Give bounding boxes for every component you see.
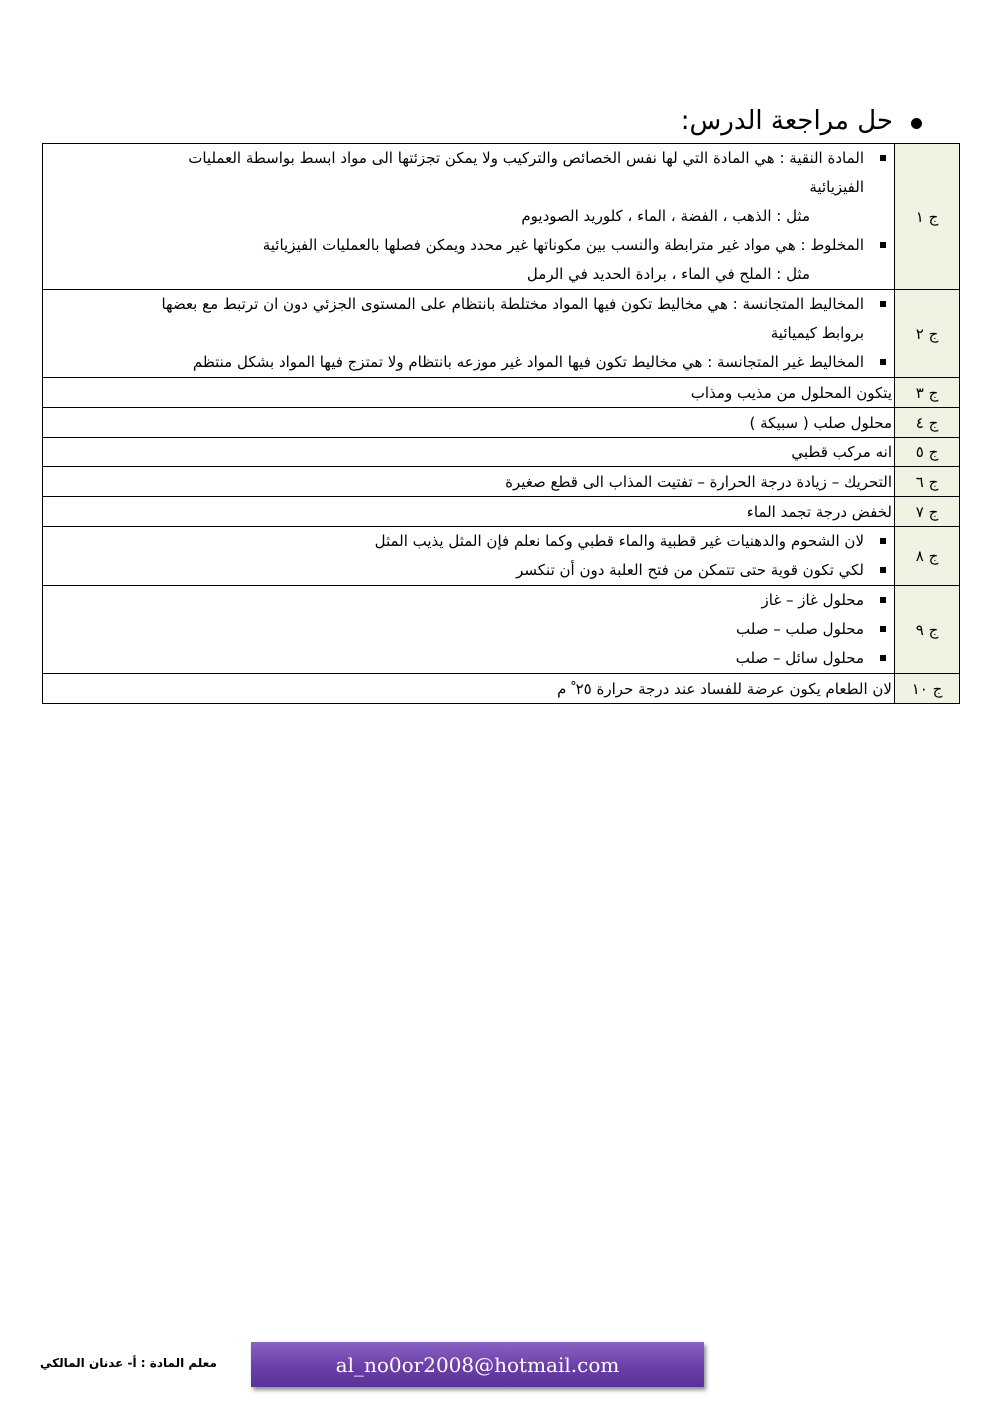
bullet-item: المادة النقية : هي المادة التي لها نفس الخصائص والتركيب ولا يمكن تجزئتها الى مواد ابسط بواسطة العمليات <box>43 144 894 173</box>
page-heading <box>681 106 922 136</box>
question-number: ج ٧ <box>895 497 960 527</box>
answer-text: انه مركب قطبي <box>791 443 892 461</box>
answer-cell <box>43 408 895 438</box>
bullet-item: محلول صلب – صلب <box>43 615 894 644</box>
answer-cell <box>43 586 895 674</box>
answer-text: لخفض درجة تجمد الماء <box>746 502 892 521</box>
bullet-item: المخاليط غير المتجانسة : هي مخاليط تكون فيها المواد غير موزعه بانتظام ولا تمتزج فيها المواد بشكل منتظم <box>43 348 894 377</box>
table-row <box>43 144 960 290</box>
question-number: ج ٨ <box>895 527 960 586</box>
table-row <box>43 438 960 467</box>
teacher-name: معلم المادة : أ- عدنان المالكي <box>40 1356 217 1370</box>
bullet-item: المخاليط المتجانسة : هي مخاليط تكون فيها المواد مختلطة بانتظام على المستوى الجزئي دون ان ترتبط مع بعضها <box>43 290 894 319</box>
bullet-item: المخلوط : هي مواد غير مترابطة والنسب بين مكوناتها غير محدد ويمكن فصلها بالعمليات الفيزيائية <box>43 231 894 260</box>
answers-table <box>42 143 960 704</box>
email-address: al_no0or2008@hotmail.com <box>335 1352 620 1377</box>
answer-cell <box>43 497 895 527</box>
answer-text: لان الطعام يكون عرضة للفساد عند درجة حرارة ٢٥ ْ م <box>557 679 892 698</box>
answer-text: يتكون المحلول من مذيب ومذاب <box>690 383 892 402</box>
example-line: مثل : الذهب ، الفضة ، الماء ، كلوريد الصوديوم <box>521 207 810 225</box>
table-row <box>43 527 960 586</box>
answer-cell <box>43 144 895 290</box>
answer-cell <box>43 378 895 408</box>
question-number: ج ١٠ <box>895 674 960 704</box>
answer-cell <box>43 674 895 704</box>
table-row <box>43 674 960 704</box>
bullet-item: لكي تكون قوية حتى تتمكن من فتح العلبة دون أن تنكسر <box>43 556 894 585</box>
table-row <box>43 378 960 408</box>
answer-cell <box>43 438 895 467</box>
heading-text: حل مراجعة الدرس: <box>680 106 893 136</box>
table-row <box>43 290 960 378</box>
bullet-continuation: بروابط كيميائية <box>770 324 864 342</box>
question-number: ج ٦ <box>895 467 960 497</box>
answer-text: التحريك – زيادة درجة الحرارة – تفتيت المذاب الى قطع صغيرة <box>505 472 892 491</box>
bullet-item: محلول سائل – صلب <box>43 644 894 673</box>
table-row <box>43 586 960 674</box>
table-row <box>43 408 960 438</box>
question-number: ج ١ <box>895 144 960 290</box>
email-banner <box>251 1342 704 1387</box>
bullet-item: لان الشحوم والدهنيات غير قطبية والماء قطبي وكما نعلم فإن المثل يذيب المثل <box>43 527 894 556</box>
question-number: ج ٥ <box>895 438 960 467</box>
answer-cell <box>43 467 895 497</box>
example-line: مثل : الملح في الماء ، برادة الحديد في الرمل <box>526 265 810 283</box>
answer-cell <box>43 527 895 586</box>
heading-bullet-icon <box>911 118 922 129</box>
answer-text: محلول صلب ( سبيكة ) <box>749 413 892 432</box>
question-number: ج ٢ <box>895 290 960 378</box>
question-number: ج ٤ <box>895 408 960 438</box>
table-row <box>43 497 960 527</box>
answer-cell <box>43 290 895 378</box>
table-row <box>43 467 960 497</box>
question-number: ج ٣ <box>895 378 960 408</box>
bullet-continuation: الفيزيائية <box>809 178 864 196</box>
question-number: ج ٩ <box>895 586 960 674</box>
bullet-item: محلول غاز – غاز <box>43 586 894 615</box>
